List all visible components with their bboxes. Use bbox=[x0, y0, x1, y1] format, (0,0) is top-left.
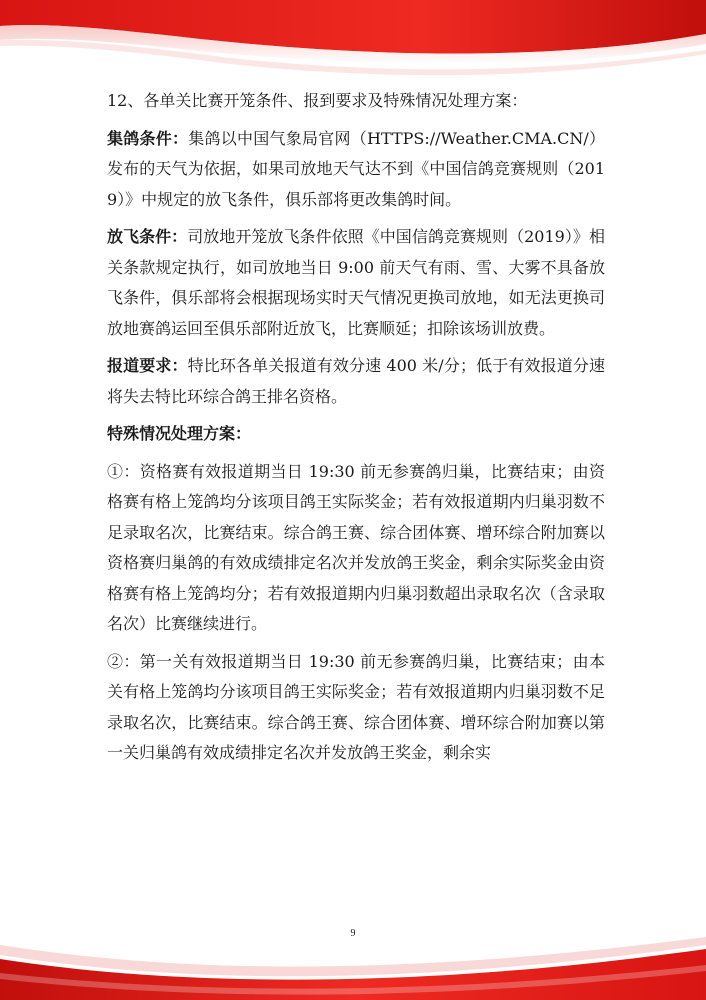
paragraph-case-2 bbox=[107, 647, 605, 769]
paragraph-text: ②：第一关有效报道期当日 19:30 前无参赛鸽归巢，比赛结束；由本关有格上笼鸽均分该项目鸽王实际奖金；若有效报道期内归巢羽数不足录取名次，比赛结束。综合鸽王赛、综合团体赛、增环综合附加赛以第一关归巢鸽有效成绩排定名次并发放鸽王奖金，剩余实 bbox=[107, 651, 605, 762]
paragraph-section-12 bbox=[107, 86, 605, 117]
paragraph-report-requirements bbox=[107, 351, 605, 412]
paragraph-label: 报道要求： bbox=[107, 356, 188, 375]
paragraph-label: 集鸽条件： bbox=[107, 128, 189, 148]
paragraph-text: 司放地开笼放飞条件依照《中国信鸽竞赛规则（2019）》相关条款规定执行，如司放地当日 9:00 前天气有雨、雪、大雾不具备放飞条件，俱乐部将会根据现场实时天气情况更换司放地，如无法更换司放地赛鸽运回至俱乐部附近放飞，比赛顺延；扣除该场训放费。 bbox=[107, 227, 605, 338]
paragraph-text: 12、各单关比赛开笼条件、报到要求及特殊情况处理方案： bbox=[107, 91, 528, 110]
paragraph-text: 特比环各单关报道有效分速 400 米/分；低于有效报道分速将失去特比环综合鸽王排名资格。 bbox=[107, 356, 605, 406]
paragraph-text: ①：资格赛有效报道期当日 19:30 前无参赛鸽归巢，比赛结束；由资格赛有格上笼鸽均分该项目鸽王实际奖金；若有效报道期内归巢羽数不足录取名次，比赛结束。综合鸽王赛、综合团体赛、增环综合附加赛以资格赛归巢鸽的有效成绩排定名次并发放鸽王奖金，剩余实际奖金由资格赛有格上笼鸽均分；若有效报道期内归巢羽数超出录取名次（含录取名次）比赛继续进行。 bbox=[107, 461, 605, 633]
paragraph-case-1 bbox=[107, 457, 605, 640]
paragraph-text: 集鸽以中国气象局官网（HTTPS://Weather.CMA.CN/）发布的天气为依据，如果司放地天气达不到《中国信鸽竞赛规则（2019）》中规定的放飞条件，俱乐部将更改集鸽时间。 bbox=[107, 128, 605, 209]
paragraph-release-conditions bbox=[107, 222, 605, 344]
paragraph-label: 特殊情况处理方案： bbox=[107, 424, 252, 443]
page-number: 9 bbox=[350, 928, 356, 939]
paragraph-collection-conditions bbox=[107, 124, 605, 216]
top-decorative-banner bbox=[0, 0, 706, 90]
heading-special-situations bbox=[107, 419, 605, 450]
document-body bbox=[107, 86, 605, 776]
paragraph-label: 放飞条件： bbox=[107, 227, 188, 246]
